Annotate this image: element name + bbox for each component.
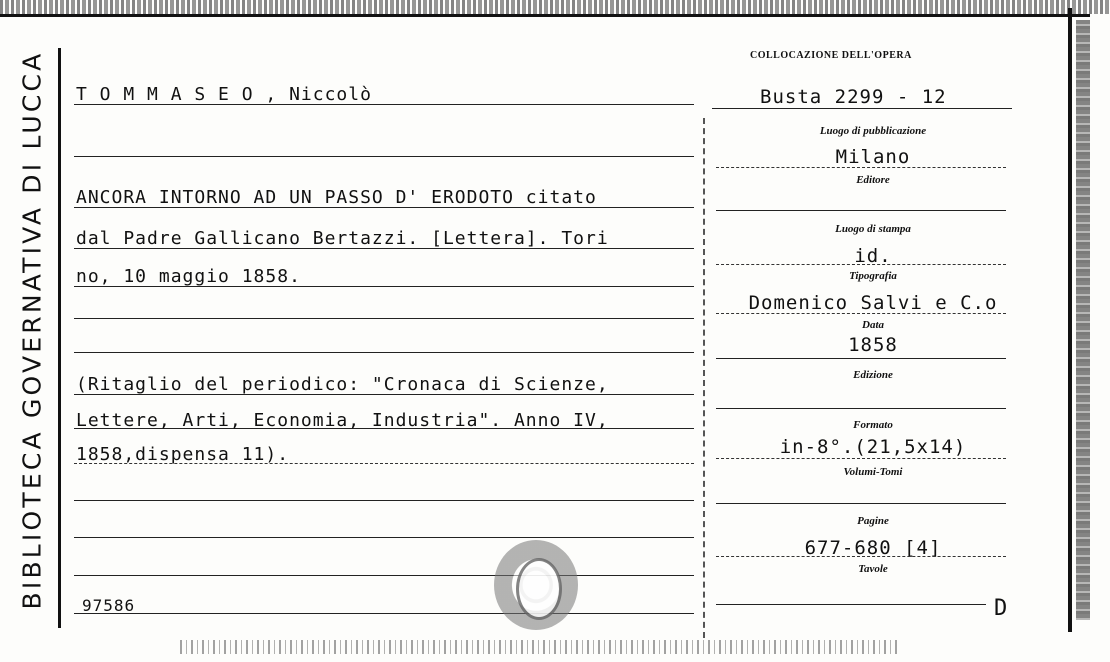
value-printer: Domenico Salvi e C.o bbox=[748, 292, 998, 314]
margin-rule bbox=[58, 48, 61, 628]
rule-line bbox=[716, 210, 1006, 211]
card-top-border bbox=[0, 14, 1090, 17]
library-name-vertical bbox=[10, 30, 54, 630]
rule-line bbox=[716, 503, 1006, 504]
collocation-header: COLLOCAZIONE DELL'OPERA bbox=[750, 50, 912, 61]
value-pages: 677-680 [4] bbox=[804, 537, 942, 559]
rule-line bbox=[74, 500, 694, 501]
title-line-1: ANCORA INTORNO AD UN PASSO D' ERODOTO citato bbox=[76, 187, 597, 208]
author-heading: T O M M A S E O , Niccolò bbox=[76, 84, 372, 105]
label-publisher: Editore bbox=[856, 174, 890, 186]
label-format: Formato bbox=[853, 419, 893, 431]
rule-line bbox=[716, 358, 1006, 359]
rule-line bbox=[716, 408, 1006, 409]
rule-line bbox=[74, 575, 694, 576]
collocation-value: Busta 2299 - 12 bbox=[760, 86, 947, 108]
rule-line bbox=[716, 458, 1006, 459]
rule-line bbox=[716, 604, 986, 605]
rule-line bbox=[716, 167, 1006, 168]
library-stamp-center bbox=[516, 558, 562, 620]
value-place-of-printing: id. bbox=[854, 245, 892, 267]
label-date: Data bbox=[862, 319, 884, 331]
margin-mark: D bbox=[994, 596, 1008, 621]
rule-line bbox=[74, 318, 694, 319]
label-place-of-printing: Luogo di stampa bbox=[835, 223, 911, 235]
rule-line bbox=[74, 613, 694, 614]
label-printer: Tipografia bbox=[849, 270, 897, 282]
value-date: 1858 bbox=[848, 334, 898, 356]
rule-line bbox=[716, 264, 1006, 265]
label-edition: Edizione bbox=[853, 369, 893, 381]
rule-line bbox=[716, 313, 1006, 314]
inventory-number: 97586 bbox=[82, 596, 136, 615]
rule-line bbox=[712, 108, 1012, 109]
label-plates: Tavole bbox=[858, 563, 888, 575]
rule-line bbox=[74, 537, 694, 538]
label-pages: Pagine bbox=[857, 515, 889, 527]
label-place-of-publication: Luogo di pubblicazione bbox=[819, 125, 927, 137]
value-place-of-publication: Milano bbox=[835, 146, 911, 168]
rule-line bbox=[716, 556, 1006, 557]
scan-bottom-noise bbox=[180, 640, 900, 654]
card-right-border bbox=[1068, 8, 1072, 632]
note-line-3: 1858,dispensa 11). bbox=[76, 444, 290, 465]
value-format: in-8°.(21,5x14) bbox=[779, 436, 967, 458]
note-line-2: Lettere, Arti, Economia, Industria". Anno IV, bbox=[76, 410, 609, 431]
title-line-2: dal Padre Gallicano Bertazzi. [Lettera]. Tori bbox=[76, 228, 609, 249]
note-line-1: (Ritaglio del periodico: "Cronaca di Scienze, bbox=[76, 374, 609, 395]
scan-right-noise bbox=[1076, 20, 1090, 620]
title-line-3: no, 10 maggio 1858. bbox=[76, 266, 301, 287]
library-name: BIBLIOTECA GOVERNATIVA DI LUCCA bbox=[17, 50, 47, 610]
rule-line bbox=[74, 156, 694, 157]
rule-line bbox=[74, 352, 694, 353]
label-volumes: Volumi-Tomi bbox=[843, 466, 903, 478]
scan-top-noise bbox=[0, 0, 1110, 14]
